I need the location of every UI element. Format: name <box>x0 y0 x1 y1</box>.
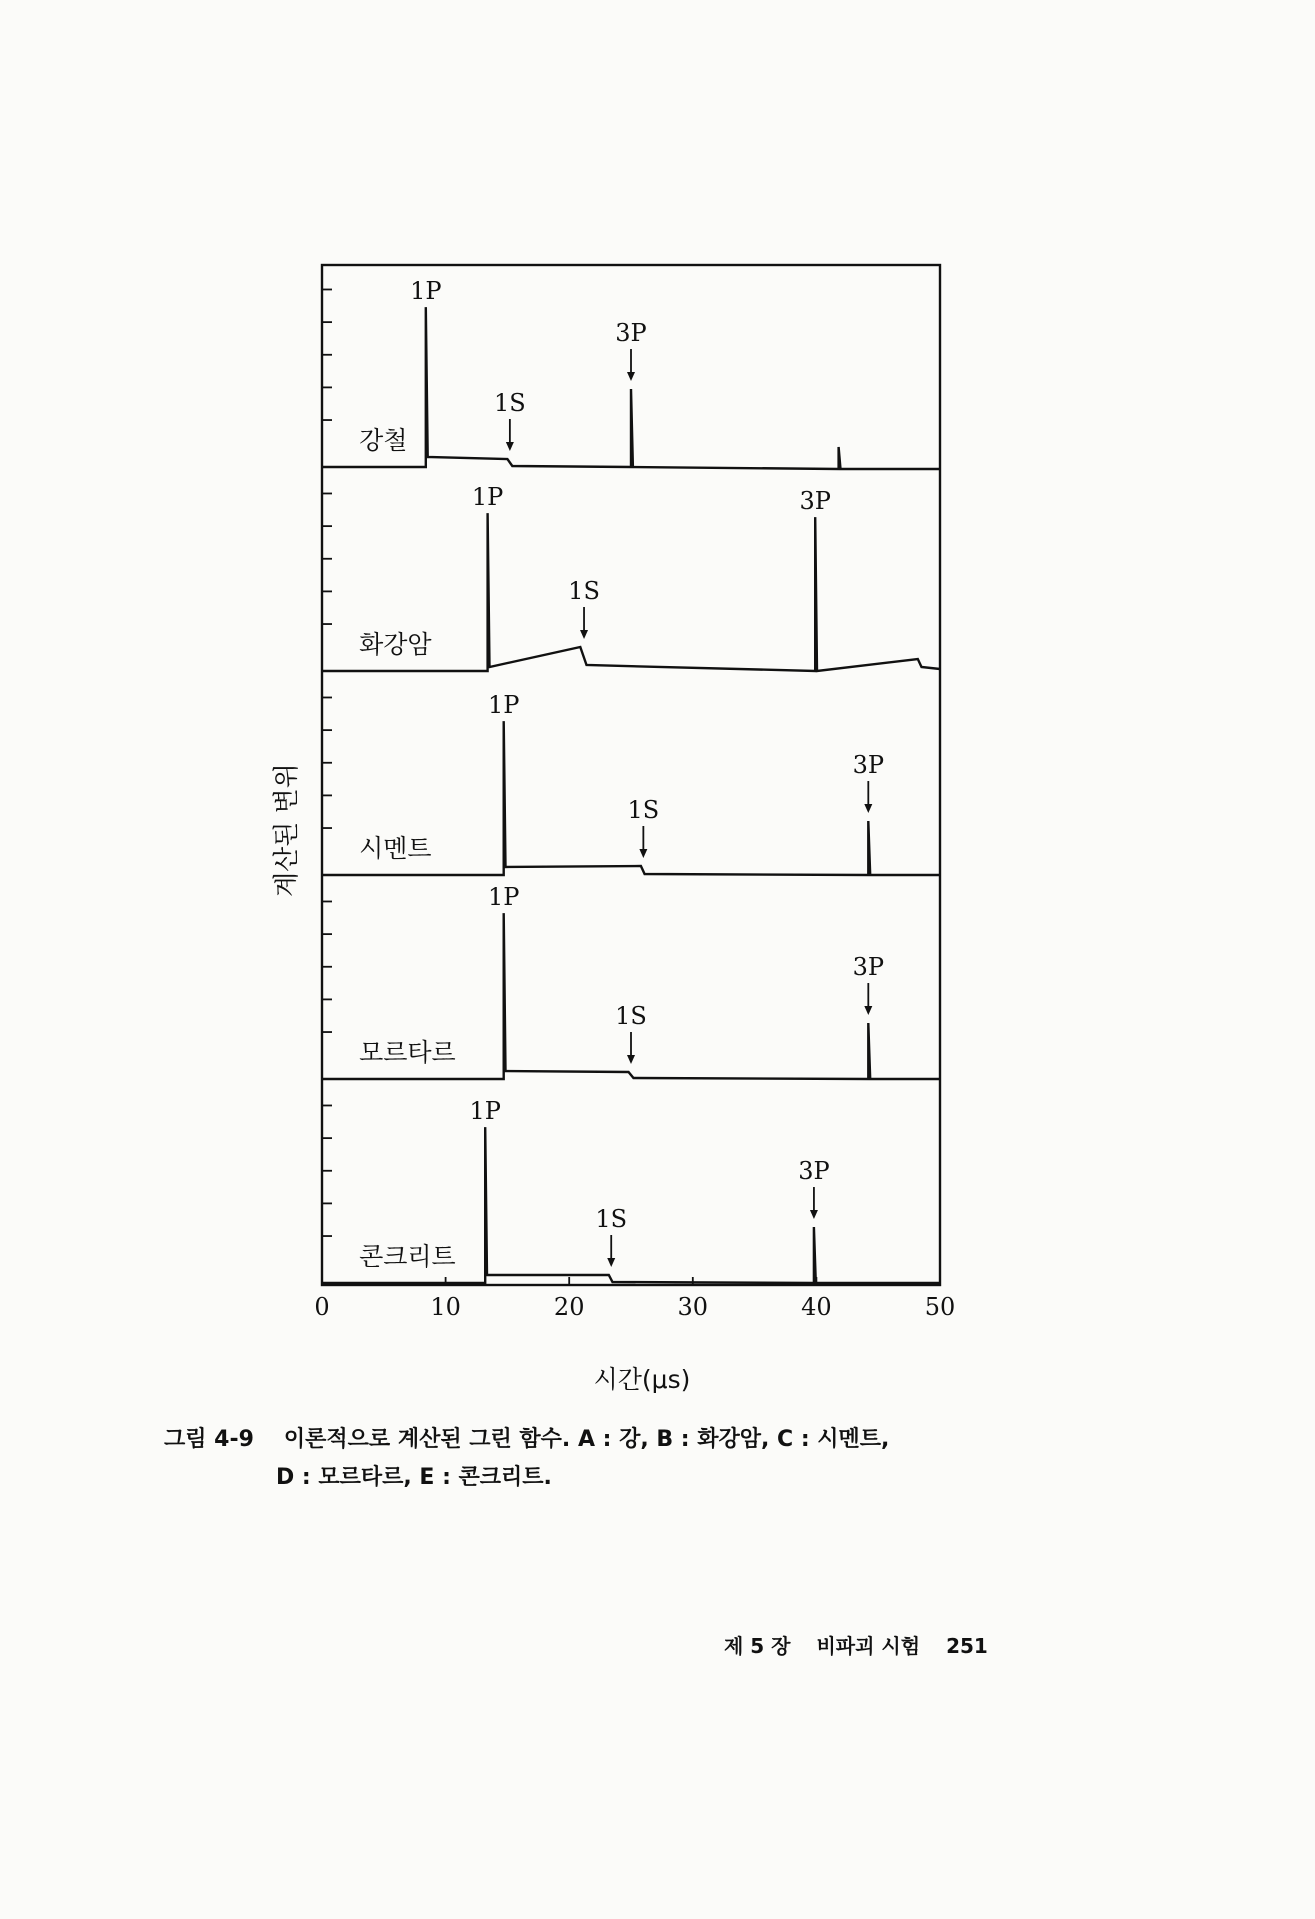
annotation-arrowhead-3-2 <box>639 849 647 858</box>
x-tick-label-5: 40 <box>801 1293 832 1321</box>
panel-label-5: 콘크리트 <box>359 1242 456 1271</box>
footer-title: 비파괴 시험 <box>816 1634 921 1658</box>
x-tick-label-3: 20 <box>553 1293 585 1321</box>
annotation-label-5-2: 1S <box>595 1205 628 1234</box>
plot-area <box>314 265 955 1321</box>
figure-caption <box>164 1421 889 1497</box>
panel-4 <box>322 883 940 1079</box>
panel-5 <box>322 1097 940 1283</box>
panel-label-4: 모르타르 <box>359 1038 456 1067</box>
annotation-label-3-1: 1P <box>487 691 520 720</box>
annotation-arrowhead-1-3 <box>627 372 635 381</box>
x-tick-label-6: 50 <box>924 1293 956 1321</box>
annotation-arrowhead-5-2 <box>607 1258 615 1267</box>
panel-label-1: 강철 <box>359 426 408 455</box>
annotation-arrowhead-4-2 <box>627 1055 635 1064</box>
caption-number: 그림 4-9 <box>164 1427 254 1452</box>
footer-chapter: 제 5 장 <box>724 1634 791 1658</box>
panel-label-2: 화강암 <box>359 630 432 659</box>
annotation-arrowhead-5-3 <box>810 1210 818 1219</box>
annotation-label-1-1: 1P <box>410 277 442 306</box>
page-footer <box>724 1630 1014 1659</box>
panel-3 <box>322 691 940 875</box>
annotation-label-3-3: 3P <box>852 751 885 780</box>
annotation-label-2-2: 1S <box>568 577 600 606</box>
annotation-label-4-2: 1S <box>615 1002 647 1031</box>
x-tick-label-4: 30 <box>677 1293 709 1321</box>
annotation-label-2-1: 1P <box>471 483 504 512</box>
caption-line-1: 이론적으로 계산된 그린 함수. A : 강, B : 화강암, C : 시멘트, <box>283 1427 890 1452</box>
annotation-arrowhead-1-2 <box>506 442 514 451</box>
page-number: 251 <box>946 1634 988 1658</box>
panel-label-3: 시멘트 <box>359 834 432 863</box>
annotation-arrowhead-3-3 <box>864 804 872 813</box>
annotation-label-1-3: 3P <box>615 319 647 348</box>
panel-2 <box>322 483 940 671</box>
y-axis-label: 계산된 변위 <box>272 763 302 897</box>
x-axis-label: 시간(μs) <box>593 1365 691 1394</box>
panel-1 <box>322 277 940 469</box>
annotation-label-5-3: 3P <box>798 1157 830 1186</box>
caption-line-2: D : 모르타르, E : 콘크리트. <box>276 1465 552 1490</box>
x-tick-label-1: 0 <box>314 1293 330 1321</box>
x-tick-label-2: 10 <box>430 1293 461 1321</box>
annotation-label-1-2: 1S <box>494 389 526 418</box>
annotation-label-4-1: 1P <box>487 883 520 912</box>
annotation-label-3-2: 1S <box>627 796 660 825</box>
annotation-label-2-3: 3P <box>799 487 831 516</box>
annotation-label-5-1: 1P <box>469 1097 501 1126</box>
annotation-label-4-3: 3P <box>852 953 885 982</box>
annotation-arrowhead-4-3 <box>864 1006 872 1015</box>
annotation-arrowhead-2-2 <box>580 630 588 639</box>
